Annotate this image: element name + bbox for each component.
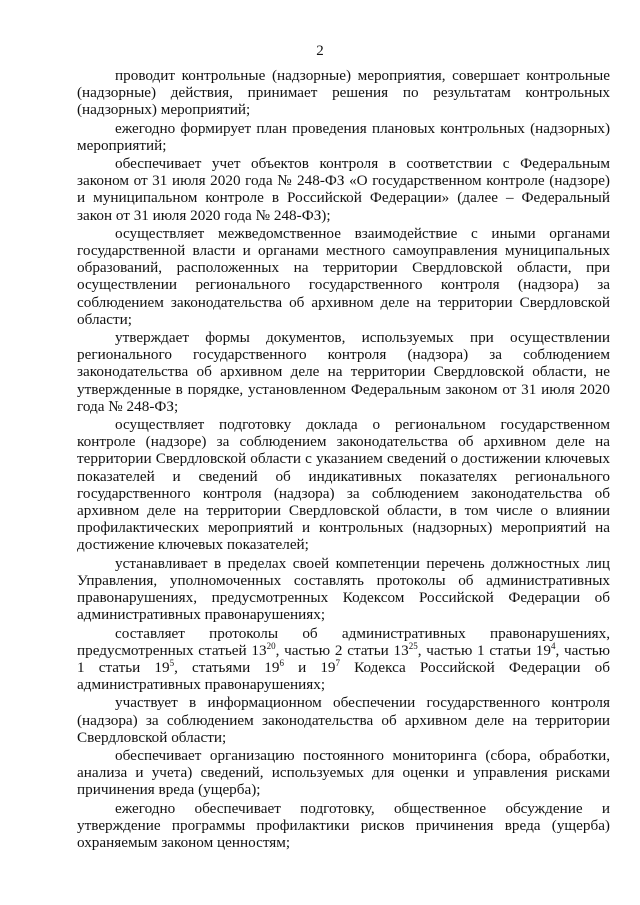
paragraph-8-text-1: составляет протоколы об административных правонарушениях, предусмотренных статьей 13 xyxy=(77,624,610,659)
paragraph-8 xyxy=(77,625,610,694)
paragraph-11: ежегодно обеспечивает подготовку, общественное обсуждение и утверждение программы профилактики рисков причинения вреда (ущерба) охраняемым законом ценностям; xyxy=(77,799,610,851)
paragraph-8-text-4: , частью 1 статьи 19 xyxy=(77,641,611,676)
paragraph-4: осуществляет межведомственное взаимодействие с иными органами государственной власти и органами местного самоуправления муниципальных образований, расположенных на территории Свердловской области, при осуществлении регионального государственного контроля (надзора) за соблюдением законодательства об архивном деле на территории Свердловской области; xyxy=(77,224,610,328)
superscript-6: 7 xyxy=(335,657,341,668)
paragraph-2: ежегодно формирует план проведения плановых контрольных (надзорных) мероприятий; xyxy=(77,119,610,154)
paragraph-8-text-7: Кодекса Российской Федерации об административных правонарушениях; xyxy=(77,658,610,694)
paragraph-8-text-6: и 19 xyxy=(283,658,336,676)
paragraph-8-text-5: , статьями 19 xyxy=(174,658,280,676)
paragraph-3: обеспечивает учет объектов контроля в соответствии с Федеральным законом от 31 июля 2020 года № 248-ФЗ «О государственном контроле (надзоре) и муниципальном контроле в Российской Федерации» (далее – Федеральный закон от 31 июля 2020 года № 248-ФЗ); xyxy=(77,155,610,224)
superscript-2: 25 xyxy=(408,640,418,651)
paragraph-1: проводит контрольные (надзорные) мероприятия, совершает контрольные (надзорные) действия, принимает решения по результатам контрольных (надзорных) мероприятий; xyxy=(77,67,610,119)
page-number: 2 xyxy=(316,43,324,59)
paragraph-8-text-3: , частью 1 статьи 19 xyxy=(417,641,551,659)
paragraph-8-text-2: , частью 2 статьи 13 xyxy=(275,641,409,659)
paragraph-6: осуществляет подготовку доклада о региональном государственном контроле (надзоре) за соблюдением законодательства об архивном деле на территории Свердловской области с указанием сведений о достижении ключевых показателей и сведений об индикативных показателях регионального государственного контроля (надзора) за соблюдением законодательства об архивном деле на территории Свердловской области, в том числе о влиянии профилактических мероприятий и контрольных (надзорных) мероприятий на достижение ключевых показателей; xyxy=(77,416,610,554)
paragraph-5: утверждает формы документов, используемых при осуществлении регионального государственного контроля (надзора) за соблюдением законодательства об архивном деле на территории Свердловской области, не утвержденные в порядке, установленном Федеральным законом от 31 июля 2020 года № 248-ФЗ; xyxy=(77,329,610,415)
superscript-5: 6 xyxy=(279,657,284,668)
superscript-4: 5 xyxy=(169,657,175,668)
superscript-3: 4 xyxy=(550,640,556,651)
document-body xyxy=(77,67,610,852)
paragraph-7: устанавливает в пределах своей компетенции перечень должностных лиц Управления, уполномоченных составлять протоколы об административных правонарушениях, предусмотренных Кодексом Российской Федерации об административных правонарушениях; xyxy=(77,554,610,624)
paragraph-9: участвует в информационном обеспечении государственного контроля (надзора) за соблюдением законодательства об архивном деле на территории Свердловской области; xyxy=(77,694,610,746)
paragraph-10: обеспечивает организацию постоянного мониторинга (сбора, обработки, анализа и учета) сведений, используемых для оценки и управления рисками причинения вреда (ущерба); xyxy=(77,746,610,799)
superscript-1: 20 xyxy=(266,640,276,651)
